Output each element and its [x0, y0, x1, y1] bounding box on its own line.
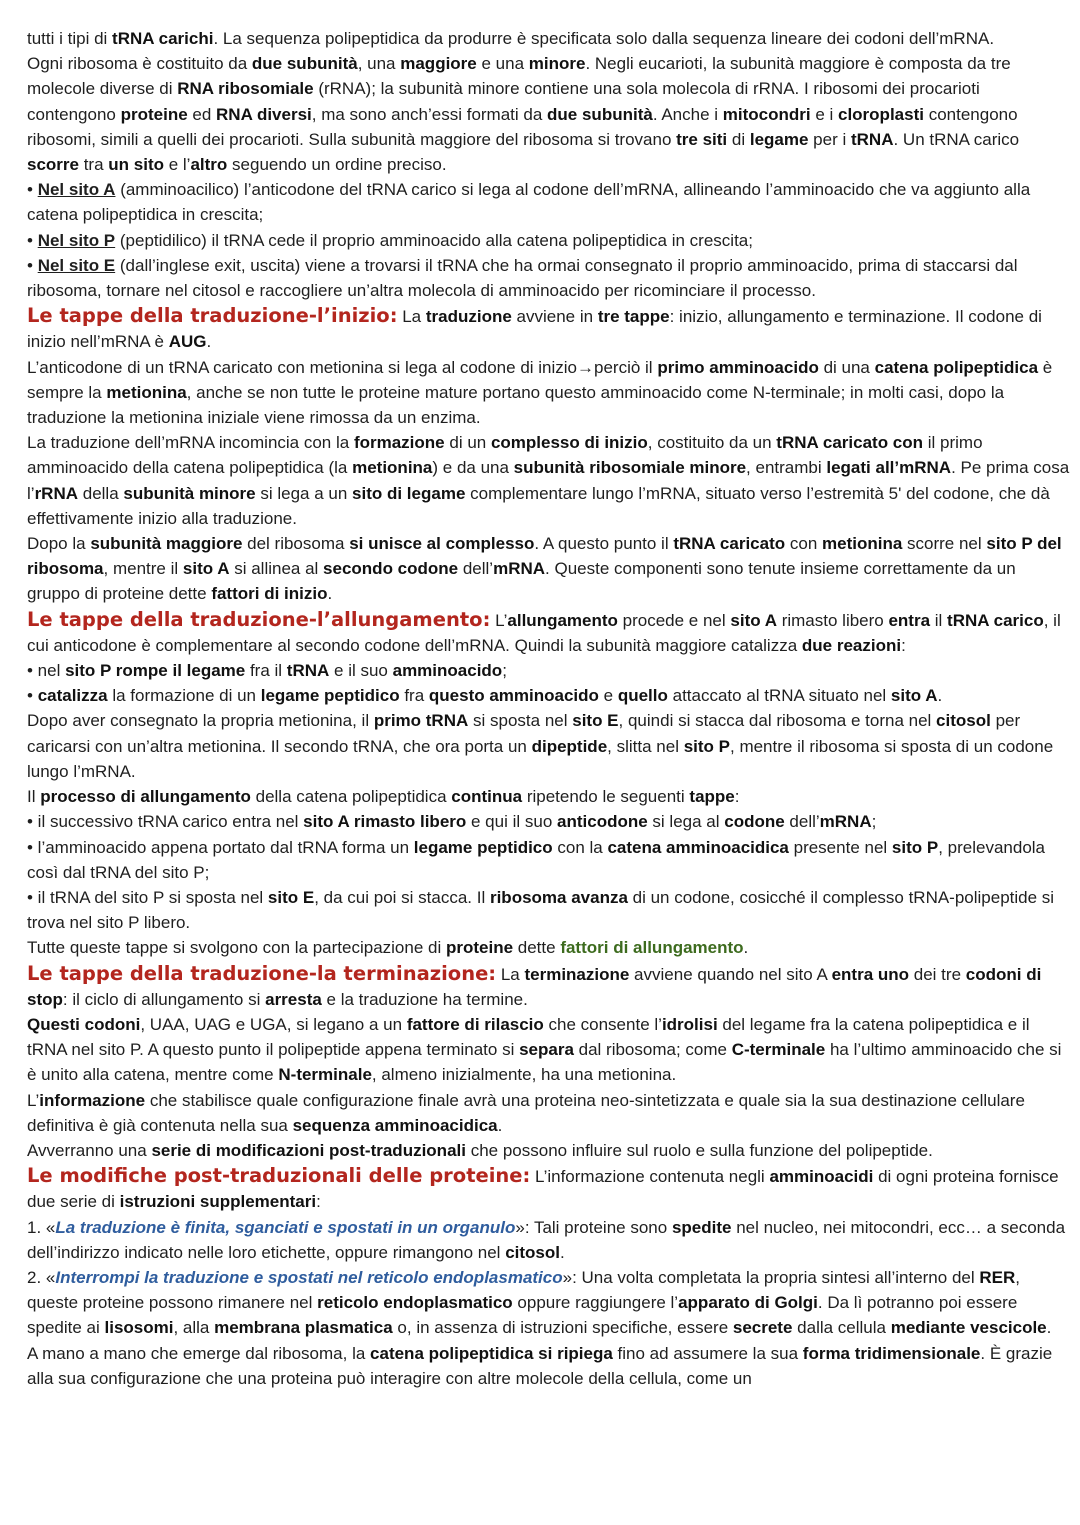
text-run: proteine — [445, 938, 514, 958]
text-run: sito P del ribosoma — [27, 534, 1062, 579]
paragraph — [27, 1088, 1070, 1138]
text-run: , entrambi — [746, 458, 827, 478]
text-run: RNA ribosomiale — [177, 79, 314, 99]
paragraph — [27, 531, 1070, 607]
text-run: La — [397, 307, 426, 327]
text-run: dipeptide — [531, 736, 608, 756]
text-run: • nel — [27, 661, 66, 681]
paragraph — [27, 784, 1070, 809]
text-run: . Un tRNA carico — [893, 129, 1020, 149]
text-run: terminazione — [524, 964, 630, 984]
text-run: L’ — [27, 1090, 40, 1110]
text-run: seguendo un ordine preciso. — [227, 155, 447, 175]
text-run: (amminoacilico) l’anticodone del tRNA carico si lega al codone dell’mRNA, allineando l’amminoacido che va aggiunto alla catena polipeptidica in crescita; — [27, 180, 1031, 225]
section-heading: Le tappe della traduzione-la terminazione: — [27, 961, 497, 985]
paragraph — [27, 228, 1070, 253]
text-run: del ribosoma — [242, 534, 350, 554]
text-run: e il suo — [329, 661, 393, 681]
text-run: scorre nel — [902, 534, 987, 554]
text-run: , mentre il — [103, 559, 183, 579]
text-run: , ma sono anch’essi formati da — [311, 104, 548, 124]
text-run: legati all’mRNA — [826, 458, 952, 478]
text-run: che consente l’ — [543, 1014, 662, 1034]
text-run: sito A — [730, 610, 777, 630]
text-run: apparato di Golgi — [678, 1293, 818, 1313]
text-run: entra uno — [831, 964, 910, 984]
text-run: formazione — [353, 433, 445, 453]
text-run: sito P rompe il legame — [65, 661, 246, 681]
text-run: L’anticodone di un tRNA caricato con metionina si lega al codone di inizio→perciò il — [27, 357, 658, 377]
text-run: , da cui poi si stacca. Il — [314, 887, 490, 907]
text-run: minore — [528, 54, 586, 74]
text-run: sito A — [890, 686, 938, 706]
text-run: scorre — [27, 155, 79, 175]
text-run: . — [497, 1115, 503, 1135]
text-run: catena polipeptidica — [874, 357, 1039, 377]
text-run: rRNA — [34, 483, 79, 503]
text-run: si lega a un — [255, 483, 353, 503]
text-run: • l’amminoacido appena portato dal tRNA forma un — [27, 837, 414, 857]
text-run: sequenza amminoacidica — [292, 1115, 498, 1135]
text-run: 1. « — [27, 1217, 56, 1237]
text-run: La traduzione dell’mRNA incomincia con la — [27, 433, 354, 453]
text-run: secrete — [732, 1318, 793, 1338]
text-run: Dopo la — [27, 534, 91, 554]
text-run: tRNA caricato — [673, 534, 786, 554]
text-run: maggiore — [400, 54, 477, 74]
text-run: dette — [513, 938, 561, 958]
text-run: Dopo aver consegnato la propria metionina, il — [27, 711, 374, 731]
text-run: amminoacidi — [769, 1167, 874, 1187]
text-run: , il cui anticodone è complementare al secondo codone dell’mRNA. Quindi la subunità maggiore catalizza — [27, 610, 1061, 655]
text-run: due subunità — [547, 104, 653, 124]
paragraph — [27, 177, 1070, 227]
paragraph — [27, 658, 1070, 683]
text-run: : inizio, allungamento e terminazione. Il codone di inizio nell’mRNA è — [27, 307, 1042, 352]
text-run: si allinea al — [229, 559, 324, 579]
text-run: Nel sito P — [37, 230, 116, 250]
text-run: : — [901, 635, 906, 655]
text-run: • — [27, 180, 38, 200]
text-run: traduzione — [425, 307, 512, 327]
text-run: idrolisi — [661, 1014, 718, 1034]
paragraph — [27, 1012, 1070, 1088]
text-run: tutti i tipi di — [27, 29, 113, 48]
text-run: tRNA carico — [947, 610, 1044, 630]
text-run: e l’ — [164, 155, 191, 175]
text-run: L’ — [490, 610, 508, 630]
text-run: reticolo endoplasmatico — [317, 1293, 513, 1313]
text-run: catalizza — [37, 686, 108, 706]
text-run: • — [27, 255, 38, 275]
text-run: (rRNA); la subunità minore contiene una sola molecola di rRNA. I ribosomi dei procarioti contengono — [27, 79, 980, 124]
paragraph — [27, 1265, 1070, 1341]
text-run: tRNA — [850, 129, 894, 149]
section-heading: Le modifiche post-traduzionali delle proteine: — [27, 1164, 531, 1188]
text-run: . A questo punto il — [534, 534, 674, 554]
text-run: : il ciclo di allungamento si — [62, 989, 266, 1009]
text-run: , slitta nel — [607, 736, 684, 756]
text-run: cloroplasti — [838, 104, 924, 124]
text-run: primo tRNA — [373, 711, 469, 731]
paragraph — [27, 935, 1070, 960]
text-run: Nel sito E — [37, 255, 116, 275]
paragraph — [27, 253, 1070, 303]
text-run: fattori di allungamento — [560, 938, 744, 958]
text-run: citosol — [936, 711, 991, 731]
paragraph — [27, 26, 1070, 51]
paragraph — [27, 1163, 1070, 1214]
text-run: metionina — [106, 382, 187, 402]
paragraph — [27, 708, 1070, 784]
text-run: , anche se non tutte le proteine mature portano questo amminoacido come N-terminale; in molti casi, dopo la traduzione la metionina iniziale viene rimossa da un enzima. — [27, 382, 1005, 428]
text-run: (peptidilico) il tRNA cede il proprio amminoacido alla catena polipeptidica in crescita; — [115, 230, 753, 250]
text-run: Tutte queste tappe si svolgono con la partecipazione di — [27, 938, 446, 958]
text-run: oppure raggiungere l’ — [512, 1293, 679, 1313]
section-heading: Le tappe della traduzione-l’inizio: — [27, 304, 398, 328]
text-run: di ogni proteina fornisce due serie di — [27, 1167, 1059, 1212]
paragraph — [27, 1341, 1070, 1391]
text-run: codone — [724, 812, 785, 832]
text-run: proteine — [120, 104, 188, 124]
text-run: la formazione di un — [107, 686, 261, 706]
text-run: con — [785, 534, 822, 554]
text-run: dei tre — [909, 964, 966, 984]
text-run: secondo codone — [323, 559, 459, 579]
text-run: tappe — [689, 787, 735, 807]
text-run: subunità ribosomiale minore — [513, 458, 747, 478]
text-run: complesso di inizio — [490, 433, 648, 453]
text-run: • — [27, 230, 38, 250]
text-run: fattori di inizio — [211, 584, 328, 604]
text-run: . La sequenza polipeptidica da produrre è specificata solo dalla sequenza lineare dei codoni dell’mRNA. — [213, 29, 995, 48]
text-run: e una — [476, 54, 529, 74]
text-run: ripetendo le seguenti — [522, 787, 690, 807]
text-run: ed — [187, 104, 217, 124]
text-run: RER — [979, 1267, 1016, 1287]
text-run: , UAA, UAG e UGA, si legano a un — [140, 1014, 407, 1034]
text-run: fra il — [245, 661, 287, 681]
text-run: Nel sito A — [37, 180, 116, 200]
text-run: della — [78, 483, 124, 503]
text-run: con la — [552, 837, 608, 857]
text-run: ; — [502, 661, 507, 681]
text-run: separa — [519, 1040, 574, 1060]
paragraph — [27, 683, 1070, 708]
text-run: processo di allungamento — [40, 787, 251, 807]
text-run: presente nel — [788, 837, 892, 857]
paragraph — [27, 51, 1070, 177]
text-run: , una — [357, 54, 401, 74]
text-run: due subunità — [251, 54, 358, 74]
text-run: legame peptidico — [260, 686, 400, 706]
text-run: A mano a mano che emerge dal ribosoma, la — [27, 1343, 371, 1363]
text-run: fattore di rilascio — [406, 1014, 544, 1034]
text-run: • il tRNA del sito P si sposta nel — [27, 887, 268, 907]
paragraph — [27, 835, 1070, 885]
text-run: quello — [617, 686, 668, 706]
text-run: codoni di stop — [27, 964, 1042, 1009]
text-run: spedite — [671, 1217, 732, 1237]
text-run: Ogni ribosoma è costituito da — [27, 54, 252, 74]
text-run: . Pe prima cosa l’ — [27, 458, 1070, 503]
text-run: sito E — [572, 711, 619, 731]
text-run: sito P — [683, 736, 730, 756]
text-run: subunità maggiore — [90, 534, 243, 554]
text-run: . — [327, 584, 333, 604]
text-run: questo amminoacido — [428, 686, 599, 706]
text-run: fino ad assumere la sua — [612, 1343, 803, 1363]
text-run: altro — [190, 155, 228, 175]
text-run: ha l’ultimo amminoacido che si è unito alla catena, mentre come — [27, 1040, 1062, 1085]
text-run: : — [316, 1192, 321, 1212]
paragraph — [27, 607, 1070, 658]
text-run: e — [598, 686, 618, 706]
text-run: . Negli eucarioti, la subunità maggiore è composta da tre molecole diverse di — [27, 54, 1011, 99]
text-run: tre tappe — [597, 307, 670, 327]
text-run: , mentre il ribosoma si sposta di un codone lungo l’mRNA. — [27, 736, 1054, 781]
text-run: . — [743, 938, 749, 958]
text-run: entra — [888, 610, 931, 630]
paragraph — [27, 809, 1070, 834]
text-run: primo amminoacido — [657, 357, 819, 377]
text-run: legame peptidico — [413, 837, 553, 857]
text-run: subunità minore — [123, 483, 256, 503]
text-run: Interrompi la traduzione e spostati nel reticolo endoplasmatico — [55, 1267, 563, 1287]
text-run: si lega al — [647, 812, 725, 832]
text-run: di una — [818, 357, 875, 377]
paragraph — [27, 303, 1070, 354]
text-run: mRNA — [493, 559, 546, 579]
text-run: . — [559, 1242, 565, 1262]
paragraph — [27, 1215, 1070, 1265]
text-run: metionina — [352, 458, 433, 478]
text-run: , costituito da un — [647, 433, 777, 453]
text-run: due reazioni — [801, 635, 902, 655]
text-run: complementare lungo l’mRNA, situato verso l’estremità 5' del codone, che dà effettivamente inizio alla traduzione. — [27, 483, 1050, 528]
text-run: per i — [808, 129, 851, 149]
text-run: arresta — [265, 989, 322, 1009]
text-run: un sito — [108, 155, 164, 175]
text-run: e la traduzione ha termine. — [321, 989, 528, 1009]
text-run: . Anche i — [652, 104, 723, 124]
text-run: si unisce al complesso — [349, 534, 535, 554]
text-run: , prelevandola così dal tRNA del sito P; — [27, 837, 1046, 882]
text-run: lisosomi — [104, 1318, 174, 1338]
text-run: Avverranno una — [27, 1140, 152, 1160]
text-run: membrana plasmatica — [214, 1318, 393, 1338]
text-run: »: Tali proteine sono — [515, 1217, 672, 1237]
text-run: tRNA caricato con — [776, 433, 924, 453]
text-run: metionina — [822, 534, 903, 554]
text-run: , quindi si stacca dal ribosoma e torna nel — [618, 711, 937, 731]
text-run: • il successivo tRNA carico entra nel — [27, 812, 304, 832]
text-run: Questi codoni — [27, 1014, 141, 1034]
text-run: , alla — [173, 1318, 215, 1338]
paragraph — [27, 430, 1070, 531]
text-run: catena polipeptidica si ripiega — [370, 1343, 613, 1363]
text-run: tre siti — [676, 129, 728, 149]
text-run: anticodone — [557, 812, 648, 832]
text-run: Il — [27, 787, 41, 807]
text-run: 2. « — [27, 1267, 56, 1287]
text-run: dell’ — [458, 559, 494, 579]
text-run: forma tridimensionale — [802, 1343, 981, 1363]
text-run: , almeno inizialmente, ha una metionina. — [371, 1065, 677, 1085]
text-run: di un — [444, 433, 491, 453]
text-run: di — [727, 129, 750, 149]
text-run: sito A — [182, 559, 230, 579]
text-run: dal ribosoma; come — [573, 1040, 732, 1060]
text-run: RNA diversi — [216, 104, 312, 124]
paragraph — [27, 1138, 1070, 1163]
text-run: di un codone, cosicché il complesso tRNA-polipeptide si trova nel sito P libero. — [27, 887, 1055, 933]
paragraph — [27, 885, 1070, 935]
text-run: si sposta nel — [468, 711, 573, 731]
text-run: contengono ribosomi, simili a quelli dei procarioti. Sulla subunità maggiore del ribosoma si trovano — [27, 104, 1018, 149]
text-run: il primo amminoacido della catena polipeptidica (la — [27, 433, 983, 478]
text-run: tRNA — [286, 661, 330, 681]
text-run: amminoacido — [392, 661, 503, 681]
text-run: La traduzione è finita, sganciati e spostati in un organulo — [55, 1217, 516, 1237]
text-run: o, in assenza di istruzioni specifiche, essere — [392, 1318, 733, 1338]
text-run: L’informazione contenuta negli — [530, 1167, 770, 1187]
text-run: ) e da una — [432, 458, 514, 478]
text-run: N-terminale — [278, 1065, 372, 1085]
text-run: dell’ — [784, 812, 820, 832]
text-run: istruzioni supplementari — [119, 1192, 317, 1212]
text-run: che possono influire sul ruolo e sulla funzione del polipeptide. — [465, 1140, 933, 1160]
text-run: . — [206, 332, 212, 352]
text-run: (dall’inglese exit, uscita) viene a trovarsi il tRNA che ha ormai consegnato il proprio amminoacido, prima di staccarsi dal ribosoma, tornare nel citosol e raccogliere un’altra molecola di amminoacido per ricominciare il processo. — [27, 255, 1018, 301]
text-run: del legame fra la catena polipeptidica e il tRNA nel sito P. A questo punto il polipeptide appena terminato si — [27, 1014, 1030, 1060]
text-run: mediante vescicole — [890, 1318, 1047, 1338]
text-run: legame — [749, 129, 809, 149]
text-run: : — [734, 787, 740, 807]
text-run: »: Una volta completata la propria sintesi all’interno del — [562, 1267, 980, 1287]
text-run: . Da lì potranno poi essere spedite ai — [27, 1293, 1018, 1338]
text-run: attaccato al tRNA situato nel — [667, 686, 891, 706]
text-run: procede e nel — [617, 610, 731, 630]
text-run: allungamento — [507, 610, 618, 630]
text-run: dalla cellula — [792, 1318, 891, 1338]
text-run: catena amminoacidica — [607, 837, 789, 857]
text-run: avviene quando nel sito A — [629, 964, 832, 984]
text-run: e i — [810, 104, 838, 124]
paragraph — [27, 961, 1070, 1012]
text-run: continua — [451, 787, 523, 807]
text-run: il — [930, 610, 948, 630]
text-run: rimasto libero — [776, 610, 889, 630]
text-run: della catena polipeptidica — [250, 787, 452, 807]
text-run: tra — [78, 155, 109, 175]
text-run: • — [27, 686, 38, 706]
text-run: serie di modificazioni post-traduzionali — [151, 1140, 466, 1160]
text-run: che stabilisce quale configurazione finale avrà una proteina neo-sintetizzata e quale sia la sua destinazione cellulare definitiva è già contenuta nella sua — [27, 1090, 1025, 1135]
text-run: sito di legame — [352, 483, 466, 503]
text-run: . — [937, 686, 943, 706]
text-run: citosol — [505, 1242, 560, 1262]
text-run: La — [496, 964, 525, 984]
text-run: ; — [871, 812, 877, 832]
text-run: tRNA carichi — [112, 29, 214, 48]
text-run: è sempre la — [27, 357, 1053, 402]
text-run: . Queste componenti sono tenute insieme correttamente da un gruppo di proteine dette — [27, 559, 1016, 604]
text-run: per caricarsi con un’altra metionina. Il secondo tRNA, che ora porta un — [27, 711, 1021, 756]
text-run: ribosoma avanza — [489, 887, 628, 907]
text-run: informazione — [39, 1090, 146, 1110]
text-run: , queste proteine possono rimanere nel — [27, 1267, 1020, 1313]
text-run: sito A rimasto libero — [303, 812, 467, 832]
text-run: nel nucleo, nei mitocondri, ecc… a seconda dell’indirizzo indicato nelle loro etichette, oppure rimangono nel — [27, 1217, 1066, 1262]
text-run: sito E — [267, 887, 315, 907]
text-run: sito P — [891, 837, 939, 857]
text-run: . È grazie alla sua configurazione che una proteina può interagire con altre molecole della cellula, come un — [27, 1343, 1053, 1388]
text-run: mRNA — [819, 812, 872, 832]
text-run: e qui il suo — [466, 812, 558, 832]
text-run: avviene in — [511, 307, 598, 327]
text-run: C-terminale — [731, 1040, 826, 1060]
text-run: AUG — [168, 332, 207, 352]
text-run: fra — [399, 686, 429, 706]
paragraph — [27, 355, 1070, 431]
text-run: mitocondri — [722, 104, 811, 124]
section-heading: Le tappe della traduzione-l’allungamento: — [27, 607, 491, 631]
text-run: . — [1046, 1318, 1052, 1338]
